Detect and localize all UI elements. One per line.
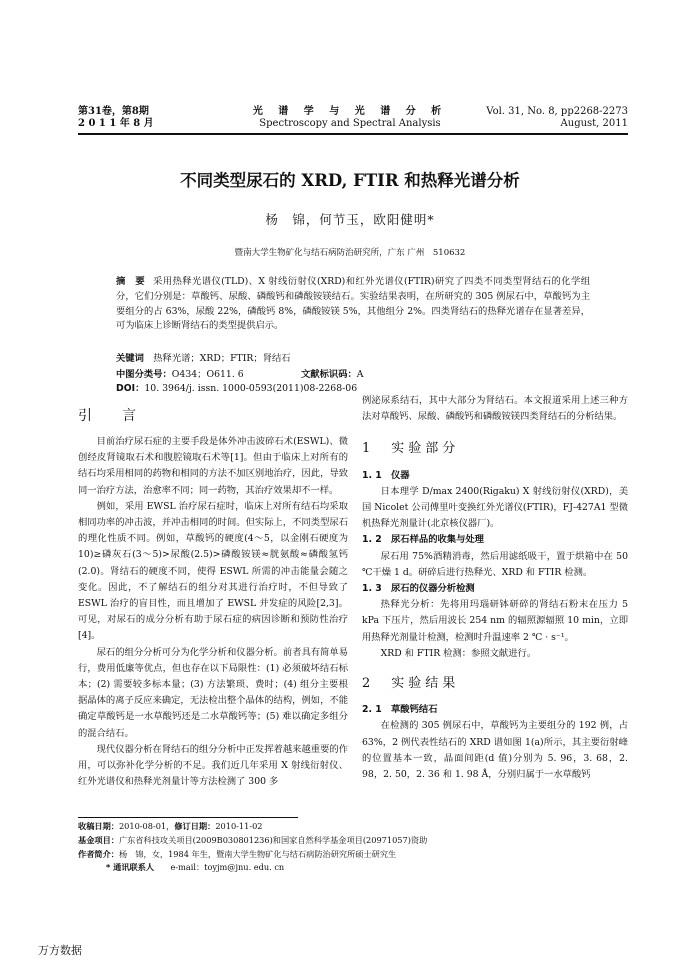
section-2-heading: 2 实验结果 xyxy=(362,676,460,692)
corresponding-author xyxy=(78,861,638,875)
author-bio-text: 杨 锦，女，1984 年生，暨南大学生物矿化与结石病防治研究所硕士研究生 xyxy=(118,848,397,859)
clc-label: 中图分类号： xyxy=(116,369,172,380)
doi-value: 10. 3964/j. issn. 1000-0593(2011)08-2268-06 xyxy=(144,383,358,394)
doc-code-value: A xyxy=(356,369,364,380)
date-en: August, 2011 xyxy=(560,118,628,129)
subsection-1-2-heading: 1. 2 尿石样品的收集与处理 xyxy=(362,534,484,546)
fund-info xyxy=(78,834,638,848)
revised-label: 修订日期： xyxy=(174,821,216,831)
subsection-1-3-heading: 1. 3 尿石的仪器分析检测 xyxy=(362,583,475,595)
paper-authors: 杨 锦，何节玉，欧阳健明* xyxy=(265,212,435,227)
abstract-label: 摘 要 xyxy=(116,276,146,287)
author-affiliation: 暨南大学生物矿化与结石病防治研究所，广东 广州 510632 xyxy=(234,248,466,258)
footnotes xyxy=(78,820,638,875)
intro-continuation: 例泌尿系结石，其中大部分为肾结石。本文报道采用上述三种方法对草酸钙、尿酸、磷酸钙和磷酸铵镁四类肾结石的分析结果。 xyxy=(362,395,628,423)
author-bio-label: 作者简介： xyxy=(78,848,119,859)
revised-date: 2010-11-02 xyxy=(215,821,263,831)
date-cn: 2 0 1 1 年 8 月 xyxy=(78,118,154,129)
subsection-2-1-heading: 2. 1 草酸钙结石 xyxy=(362,704,438,716)
subsection-1-2-text: 尿石用 75%酒精消毒，然后用滤纸吸干，置于烘箱中在 50 ℃干燥 1 d。研碎后进行热释光、XRD 和 FTIR 检测。 xyxy=(362,550,628,578)
keywords xyxy=(116,350,291,364)
subsection-1-1-text: 日本理学 D/max 2400(Rigaku) X 射线衍射仪(XRD)，美国 Nicolet 公司傅里叶变换红外光谱仪(FTIR)，FJ-427A1 型微机热释光剂量计(北京核仪器厂)。 xyxy=(362,485,629,530)
keywords-label: 关键词 xyxy=(116,353,144,364)
intro-paragraph: 例如，采用 EWSL 治疗尿石症时，临床上对所有结石均采取相同功率的冲击波，并冲击相同的时间。但实际上，不同类型尿石的理化性质不同。例如，草酸钙的硬度(4～5，以金刚石硬度为 10)≥磷灰石(3～5)>尿酸(2.5)>磷酸铵镁≈胱氨酸≈磷酸氢钙(2.0)。肾结石的硬度不同，使得 ESWL 所需的冲击能量会随之变化。因此，不了解结石的组分对其进行治疗时，不但导致了 ESWL 治疗的盲目性，而且增加了 EWSL 并发症的风险[2,3]。可见，对尿石的成分分析有助于尿石症的病因诊断和预防性治疗[4]。 xyxy=(78,500,348,642)
abstract xyxy=(116,275,590,334)
journal-issue-info xyxy=(78,106,154,130)
journal-name-cn: 光 谱 学 与 光 谱 分 析 xyxy=(252,106,448,117)
classification-line xyxy=(116,366,616,394)
intro-heading: 引 言 xyxy=(78,408,144,424)
paper-title: 不同类型尿石的 XRD, FTIR 和热释光谱分析 xyxy=(180,171,520,190)
clc-value: O434；O611. 6 xyxy=(171,369,244,380)
volume-en: Vol. 31, No. 8, pp2268-2273 xyxy=(486,106,628,117)
fund-text: 广东省科技攻关项目(2009B030801236)和国家自然科学基金项目(20971057)资助 xyxy=(118,834,428,845)
doc-code-label: 文献标识码： xyxy=(301,369,357,380)
header-rule xyxy=(78,133,628,135)
journal-name xyxy=(250,106,450,130)
section-1-heading: 1 实验部分 xyxy=(362,441,460,457)
right-column xyxy=(362,393,628,783)
subsection-1-3-text: XRD 和 FTIR 检测：参照文献进行。 xyxy=(380,647,537,659)
volume-cn: 第31卷，第8期 xyxy=(78,106,149,117)
fund-label: 基金项目： xyxy=(78,834,119,845)
received-dates xyxy=(78,820,638,834)
intro-body xyxy=(78,434,348,790)
received-label: 收稿日期： xyxy=(78,821,119,831)
corresponding-email: e-mail：toyjm@jnu. edu. cn xyxy=(170,862,285,873)
subsection-1-1-heading: 1. 1 仪器 xyxy=(362,469,410,481)
subsection-1-3-text: 热释光分析：先将用玛瑙研钵研碎的肾结石粉末在压力 5 kPa 下压片，然后用波长 254 nm 的辐照源辐照 10 min，立即用热释光剂量计检测，检测时升温速率 2 ℃ · s⁻¹。 xyxy=(362,599,628,643)
doi-label: DOI： xyxy=(116,383,145,394)
journal-volume-en xyxy=(486,106,628,130)
author-bio xyxy=(78,848,638,862)
keywords-text: 热释光谱；XRD；FTIR；肾结石 xyxy=(153,353,291,364)
subsection-2-1-text: 在检测的 305 例尿石中，草酸钙为主要组分的 192 例，占 63%，2 例代表性结石的 XRD 谱如图 1(a)所示，其主要衍射峰的位置基本一致，晶面间距(d 值)分别为 5. 96，3. 68，2. 98，2. 50，2. 36 和 1. 98 Å，分别归属于一水草酸钙 xyxy=(362,720,628,781)
intro-paragraph: 目前治疗尿石症的主要手段是体外冲击波碎石术(ESWL)、微创经皮肾镜取石术和腹腔镜取石术等[1]。但由于临床上对所有的结石均采用相同的药物和相同的方法不加区别地治疗，因此，导致同一治疗方法，治愈率不同；同一药物，其治疗效果却不一样。 xyxy=(78,436,348,496)
watermark: 万方数据 xyxy=(38,944,82,957)
received-date: 2010-08-01， xyxy=(118,821,175,831)
journal-name-en: Spectroscopy and Spectral Analysis xyxy=(259,118,441,129)
corresponding-label: * 通讯联系人 xyxy=(106,862,155,873)
intro-paragraph: 尿石的组分分析可分为化学分析和仪器分析。前者具有简单易行，费用低廉等优点，但也存在以下局限性：(1) 必须破坏结石标本；(2) 需要较多标本量；(3) 方法繁琐、费时；(4) 组分主要根据晶体的离子反应来确定，无法检出整个晶体的结构，例如，不能确定草酸钙是一水草酸钙还是二水草酸钙等；(5) 难以确定多组分的混合结石。 xyxy=(78,646,348,739)
abstract-text: 采用热释光谱仪(TLD)、X 射线衍射仪(XRD)和红外光谱仪(FTIR)研究了四类不同类型肾结石的化学组分，它们分别是：草酸钙、尿酸、磷酸钙和磷酸铵镁结石。实验结果表明，在所研究的 305 例尿石中，草酸钙为主要组分的占 63%，尿酸 22%，磷酸钙 8%，磷酸铵镁 5%，其他组分 2%。四类肾结石的热释光谱存在显著差异，可为临床上诊断肾结石的类型提供启示。 xyxy=(116,276,590,332)
footnote-rule xyxy=(78,817,298,818)
intro-paragraph: 现代仪器分析在肾结石的组分分析中正发挥着越来越重要的作用，可以弥补化学分析的不足。我们近几年采用 X 射线衍射仪、红外光谱仪和热释光剂量计等方法检测了 300 多 xyxy=(78,743,348,788)
